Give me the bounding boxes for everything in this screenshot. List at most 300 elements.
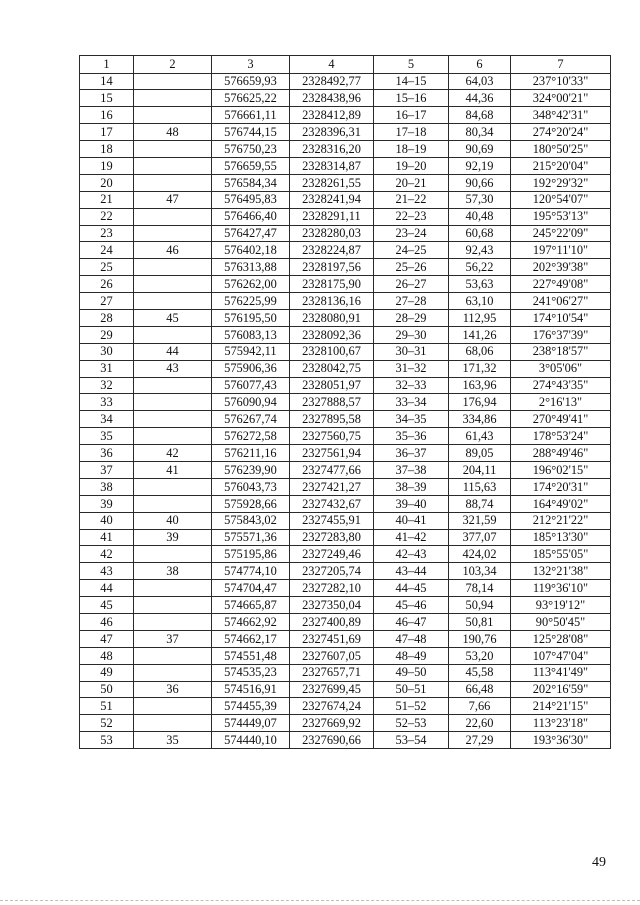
table-row <box>80 293 611 310</box>
table-cell: 237°10'33" <box>511 73 611 90</box>
table-cell: 202°16'59" <box>511 681 611 698</box>
column-header: 7 <box>511 56 611 74</box>
table-cell: 424,02 <box>449 546 511 563</box>
table-cell: 576313,88 <box>212 259 290 276</box>
column-header: 3 <box>212 56 290 74</box>
page-number: 49 <box>592 855 606 870</box>
table-cell: 92,19 <box>449 157 511 174</box>
table-cell: 576584,34 <box>212 174 290 191</box>
table-row <box>80 394 611 411</box>
table-cell: 45,58 <box>449 664 511 681</box>
table-cell <box>134 326 212 343</box>
table-cell: 15–16 <box>374 90 449 107</box>
table-cell: 30 <box>80 343 134 360</box>
table-cell: 27,29 <box>449 732 511 749</box>
table-cell: 2327561,94 <box>290 445 374 462</box>
table-cell: 2328316,20 <box>290 141 374 158</box>
table-cell: 26–27 <box>374 276 449 293</box>
table-cell: 37 <box>80 461 134 478</box>
table-row <box>80 107 611 124</box>
table-row <box>80 276 611 293</box>
table-cell: 575928,66 <box>212 495 290 512</box>
table-cell: 49 <box>80 664 134 681</box>
table-cell <box>134 580 212 597</box>
table-cell <box>134 478 212 495</box>
table-cell: 57,30 <box>449 191 511 208</box>
table-cell: 44,36 <box>449 90 511 107</box>
table-cell: 32 <box>80 377 134 394</box>
table-cell: 176,94 <box>449 394 511 411</box>
column-header: 1 <box>80 56 134 74</box>
table-row <box>80 326 611 343</box>
table-cell <box>134 664 212 681</box>
table-cell: 2°16'13" <box>511 394 611 411</box>
table-cell: 53–54 <box>374 732 449 749</box>
table-cell: 44 <box>134 343 212 360</box>
table-cell: 576239,90 <box>212 461 290 478</box>
table-cell: 41–42 <box>374 529 449 546</box>
table-cell: 66,48 <box>449 681 511 698</box>
table-cell: 2328396,31 <box>290 124 374 141</box>
table-cell: 52–53 <box>374 715 449 732</box>
table-cell: 574440,10 <box>212 732 290 749</box>
table-cell: 270°49'41" <box>511 411 611 428</box>
table-cell: 56,22 <box>449 259 511 276</box>
table-cell: 193°36'30" <box>511 732 611 749</box>
table-cell: 2327690,66 <box>290 732 374 749</box>
table-cell: 40 <box>134 512 212 529</box>
table-row <box>80 512 611 529</box>
table-row <box>80 309 611 326</box>
table-cell: 576659,93 <box>212 73 290 90</box>
table-cell <box>134 293 212 310</box>
table-cell: 575906,36 <box>212 360 290 377</box>
table-cell: 44–45 <box>374 580 449 597</box>
table-body <box>80 73 611 749</box>
table-cell: 21 <box>80 191 134 208</box>
table-cell: 7,66 <box>449 698 511 715</box>
table-cell: 68,06 <box>449 343 511 360</box>
table-cell: 115,63 <box>449 478 511 495</box>
table-cell: 576466,40 <box>212 208 290 225</box>
table-cell <box>134 428 212 445</box>
table-cell <box>134 647 212 664</box>
table-cell: 197°11'10" <box>511 242 611 259</box>
table-cell: 47 <box>80 630 134 647</box>
table-cell: 22,60 <box>449 715 511 732</box>
table-cell: 21–22 <box>374 191 449 208</box>
table-cell: 92,43 <box>449 242 511 259</box>
table-row <box>80 191 611 208</box>
table-cell: 89,05 <box>449 445 511 462</box>
table-cell: 39 <box>80 495 134 512</box>
table-cell: 47 <box>134 191 212 208</box>
table-cell: 2327249,46 <box>290 546 374 563</box>
table-cell: 29–30 <box>374 326 449 343</box>
table-cell: 44 <box>80 580 134 597</box>
table-row <box>80 563 611 580</box>
table-cell <box>134 394 212 411</box>
table-cell: 60,68 <box>449 225 511 242</box>
table-cell: 22–23 <box>374 208 449 225</box>
table-cell: 15 <box>80 90 134 107</box>
table-cell: 2328197,56 <box>290 259 374 276</box>
table-cell: 28–29 <box>374 309 449 326</box>
table-cell: 27–28 <box>374 293 449 310</box>
table-cell: 113°41'49" <box>511 664 611 681</box>
table-cell: 17 <box>80 124 134 141</box>
table-row <box>80 124 611 141</box>
table-cell: 61,43 <box>449 428 511 445</box>
table-row <box>80 546 611 563</box>
table-cell: 50,81 <box>449 614 511 631</box>
table-cell: 48 <box>134 124 212 141</box>
table-cell: 2327205,74 <box>290 563 374 580</box>
table-cell: 174°20'31" <box>511 478 611 495</box>
table-cell: 227°49'08" <box>511 276 611 293</box>
table-row <box>80 174 611 191</box>
table-cell <box>134 208 212 225</box>
column-header: 4 <box>290 56 374 74</box>
table-cell: 576402,18 <box>212 242 290 259</box>
table-row <box>80 157 611 174</box>
table-cell: 574535,23 <box>212 664 290 681</box>
table-cell: 2328280,03 <box>290 225 374 242</box>
table-cell: 575942,11 <box>212 343 290 360</box>
table-cell: 2328314,87 <box>290 157 374 174</box>
table-cell: 42 <box>134 445 212 462</box>
table-cell: 35–36 <box>374 428 449 445</box>
table-cell: 2327674,24 <box>290 698 374 715</box>
table-cell: 35 <box>134 732 212 749</box>
table-cell: 245°22'09" <box>511 225 611 242</box>
table-cell: 2328438,96 <box>290 90 374 107</box>
table-cell: 46 <box>134 242 212 259</box>
table-cell: 18–19 <box>374 141 449 158</box>
table-cell: 24 <box>80 242 134 259</box>
table-cell: 576267,74 <box>212 411 290 428</box>
table-row <box>80 529 611 546</box>
table-cell: 46 <box>80 614 134 631</box>
table-cell: 78,14 <box>449 580 511 597</box>
table-row <box>80 630 611 647</box>
table-cell: 576195,50 <box>212 309 290 326</box>
table-cell: 178°53'24" <box>511 428 611 445</box>
table-cell: 2328080,91 <box>290 309 374 326</box>
table-cell: 120°54'07" <box>511 191 611 208</box>
table-row <box>80 343 611 360</box>
table-cell: 90°50'45" <box>511 614 611 631</box>
table-cell <box>134 276 212 293</box>
table-row <box>80 597 611 614</box>
table-cell: 34 <box>80 411 134 428</box>
table-row <box>80 732 611 749</box>
coordinates-table <box>79 55 611 749</box>
table-cell: 190,76 <box>449 630 511 647</box>
table-cell: 2328492,77 <box>290 73 374 90</box>
table-cell: 2327669,92 <box>290 715 374 732</box>
table-cell: 41 <box>134 461 212 478</box>
table-row <box>80 647 611 664</box>
table-cell: 36–37 <box>374 445 449 462</box>
table-cell: 113°23'18" <box>511 715 611 732</box>
table-cell: 22 <box>80 208 134 225</box>
table-cell: 32–33 <box>374 377 449 394</box>
table-cell: 125°28'08" <box>511 630 611 647</box>
table-cell: 40–41 <box>374 512 449 529</box>
table-cell: 576272,58 <box>212 428 290 445</box>
table-row <box>80 208 611 225</box>
table-cell: 2327350,04 <box>290 597 374 614</box>
table-cell: 49–50 <box>374 664 449 681</box>
table-cell: 2327657,71 <box>290 664 374 681</box>
table-cell: 238°18'57" <box>511 343 611 360</box>
table-cell: 2327607,05 <box>290 647 374 664</box>
table-row <box>80 377 611 394</box>
table-cell: 574449,07 <box>212 715 290 732</box>
table-cell: 324°00'21" <box>511 90 611 107</box>
table-cell: 2327895,58 <box>290 411 374 428</box>
table-cell: 2328412,89 <box>290 107 374 124</box>
table-cell: 576661,11 <box>212 107 290 124</box>
table-cell: 43 <box>134 360 212 377</box>
table-cell: 37–38 <box>374 461 449 478</box>
table-cell: 141,26 <box>449 326 511 343</box>
table-cell: 18 <box>80 141 134 158</box>
table-cell: 575843,02 <box>212 512 290 529</box>
table-cell: 20–21 <box>374 174 449 191</box>
table-row <box>80 445 611 462</box>
table-cell: 90,69 <box>449 141 511 158</box>
table-cell: 576495,83 <box>212 191 290 208</box>
table-cell: 2327699,45 <box>290 681 374 698</box>
table-row <box>80 141 611 158</box>
table-cell: 574665,87 <box>212 597 290 614</box>
table-cell: 2328224,87 <box>290 242 374 259</box>
table-cell: 192°29'32" <box>511 174 611 191</box>
table-cell <box>134 90 212 107</box>
table-cell: 2328042,75 <box>290 360 374 377</box>
table-row <box>80 411 611 428</box>
table-cell <box>134 495 212 512</box>
table-cell: 36 <box>134 681 212 698</box>
table-cell: 202°39'38" <box>511 259 611 276</box>
table-cell: 2328175,90 <box>290 276 374 293</box>
table-row <box>80 614 611 631</box>
table-cell <box>134 715 212 732</box>
table-cell: 53,63 <box>449 276 511 293</box>
table-cell <box>134 377 212 394</box>
table-cell: 574516,91 <box>212 681 290 698</box>
table-cell: 38–39 <box>374 478 449 495</box>
table-cell: 43 <box>80 563 134 580</box>
table-cell: 43–44 <box>374 563 449 580</box>
table-cell: 2328051,97 <box>290 377 374 394</box>
table-cell: 25–26 <box>374 259 449 276</box>
table-cell: 27 <box>80 293 134 310</box>
table-cell: 25 <box>80 259 134 276</box>
table-cell: 2327451,69 <box>290 630 374 647</box>
table-cell: 576750,23 <box>212 141 290 158</box>
table-cell: 50,94 <box>449 597 511 614</box>
table-cell: 39 <box>134 529 212 546</box>
scan-edge-divider <box>0 900 640 901</box>
table-cell: 28 <box>80 309 134 326</box>
table-cell: 576659,55 <box>212 157 290 174</box>
table-cell: 174°10'54" <box>511 309 611 326</box>
table-cell: 574774,10 <box>212 563 290 580</box>
table-cell: 576262,00 <box>212 276 290 293</box>
table-row <box>80 461 611 478</box>
table-row <box>80 681 611 698</box>
table-cell: 164°49'02" <box>511 495 611 512</box>
table-cell: 574704,47 <box>212 580 290 597</box>
table-cell <box>134 546 212 563</box>
table-cell <box>134 597 212 614</box>
table-cell: 26 <box>80 276 134 293</box>
table-cell: 47–48 <box>374 630 449 647</box>
table-cell: 14–15 <box>374 73 449 90</box>
table-cell: 576625,22 <box>212 90 290 107</box>
table-cell: 53 <box>80 732 134 749</box>
table-cell: 39–40 <box>374 495 449 512</box>
table-cell: 576225,99 <box>212 293 290 310</box>
table-row <box>80 242 611 259</box>
table-cell: 2328261,55 <box>290 174 374 191</box>
table-cell: 53,20 <box>449 647 511 664</box>
table-cell: 575195,86 <box>212 546 290 563</box>
table-row <box>80 259 611 276</box>
table-cell: 212°21'22" <box>511 512 611 529</box>
table-cell <box>134 225 212 242</box>
table-cell: 3°05'06" <box>511 360 611 377</box>
table-cell: 24–25 <box>374 242 449 259</box>
table-cell: 574662,92 <box>212 614 290 631</box>
table-cell: 63,10 <box>449 293 511 310</box>
table-cell <box>134 698 212 715</box>
table-cell: 35 <box>80 428 134 445</box>
table-cell: 2327560,75 <box>290 428 374 445</box>
table-cell: 2327282,10 <box>290 580 374 597</box>
table-cell: 2327421,27 <box>290 478 374 495</box>
table-header-row <box>80 56 611 74</box>
table-cell: 107°47'04" <box>511 647 611 664</box>
table-cell: 2327455,91 <box>290 512 374 529</box>
table-cell: 33–34 <box>374 394 449 411</box>
table-cell: 274°43'35" <box>511 377 611 394</box>
table-cell <box>134 107 212 124</box>
table-row <box>80 580 611 597</box>
table-cell: 180°50'25" <box>511 141 611 158</box>
table-cell: 33 <box>80 394 134 411</box>
table-cell: 576077,43 <box>212 377 290 394</box>
table-cell: 45–46 <box>374 597 449 614</box>
table-cell: 36 <box>80 445 134 462</box>
table-cell: 46–47 <box>374 614 449 631</box>
table-row <box>80 664 611 681</box>
table-cell: 112,95 <box>449 309 511 326</box>
table-cell: 29 <box>80 326 134 343</box>
table-row <box>80 478 611 495</box>
table-cell: 84,68 <box>449 107 511 124</box>
table-cell: 48 <box>80 647 134 664</box>
table-cell: 185°13'30" <box>511 529 611 546</box>
table-cell <box>134 157 212 174</box>
table-cell: 2327477,66 <box>290 461 374 478</box>
table-cell: 288°49'46" <box>511 445 611 462</box>
table-cell: 88,74 <box>449 495 511 512</box>
table-cell: 214°21'15" <box>511 698 611 715</box>
column-header: 2 <box>134 56 212 74</box>
table-cell: 51 <box>80 698 134 715</box>
table-cell: 40,48 <box>449 208 511 225</box>
table-cell: 16 <box>80 107 134 124</box>
table-cell: 23 <box>80 225 134 242</box>
table-cell: 34–35 <box>374 411 449 428</box>
table-cell: 16–17 <box>374 107 449 124</box>
table-row <box>80 495 611 512</box>
table-row <box>80 428 611 445</box>
table-cell <box>134 73 212 90</box>
table-cell: 2327400,89 <box>290 614 374 631</box>
table-cell: 30–31 <box>374 343 449 360</box>
table-row <box>80 225 611 242</box>
table-cell: 80,34 <box>449 124 511 141</box>
table-cell: 575571,36 <box>212 529 290 546</box>
table-cell: 2327888,57 <box>290 394 374 411</box>
table-row <box>80 698 611 715</box>
column-header: 6 <box>449 56 511 74</box>
table-cell: 37 <box>134 630 212 647</box>
table-cell: 241°06'27" <box>511 293 611 310</box>
table-cell: 41 <box>80 529 134 546</box>
table-cell: 90,66 <box>449 174 511 191</box>
table-cell: 93°19'12" <box>511 597 611 614</box>
table-row <box>80 73 611 90</box>
table-cell: 19–20 <box>374 157 449 174</box>
table-cell: 348°42'31" <box>511 107 611 124</box>
table-cell <box>134 259 212 276</box>
table-cell: 274°20'24" <box>511 124 611 141</box>
table-cell: 45 <box>80 597 134 614</box>
table-cell: 64,03 <box>449 73 511 90</box>
table-cell: 119°36'10" <box>511 580 611 597</box>
table-cell: 176°37'39" <box>511 326 611 343</box>
table-cell: 195°53'13" <box>511 208 611 225</box>
table-cell <box>134 411 212 428</box>
table-cell: 103,34 <box>449 563 511 580</box>
table-cell: 2328136,16 <box>290 293 374 310</box>
table-cell: 31–32 <box>374 360 449 377</box>
table-cell: 2328241,94 <box>290 191 374 208</box>
table-cell: 204,11 <box>449 461 511 478</box>
table-cell: 576043,73 <box>212 478 290 495</box>
table-cell: 132°21'38" <box>511 563 611 580</box>
table-row <box>80 360 611 377</box>
table-cell: 171,32 <box>449 360 511 377</box>
table-cell: 576744,15 <box>212 124 290 141</box>
table-cell: 40 <box>80 512 134 529</box>
table-cell: 377,07 <box>449 529 511 546</box>
table-cell: 31 <box>80 360 134 377</box>
table-cell: 38 <box>134 563 212 580</box>
table-cell: 185°55'05" <box>511 546 611 563</box>
table-row <box>80 90 611 107</box>
table-cell: 574551,48 <box>212 647 290 664</box>
table-cell: 576211,16 <box>212 445 290 462</box>
table-cell: 574455,39 <box>212 698 290 715</box>
table-cell: 334,86 <box>449 411 511 428</box>
